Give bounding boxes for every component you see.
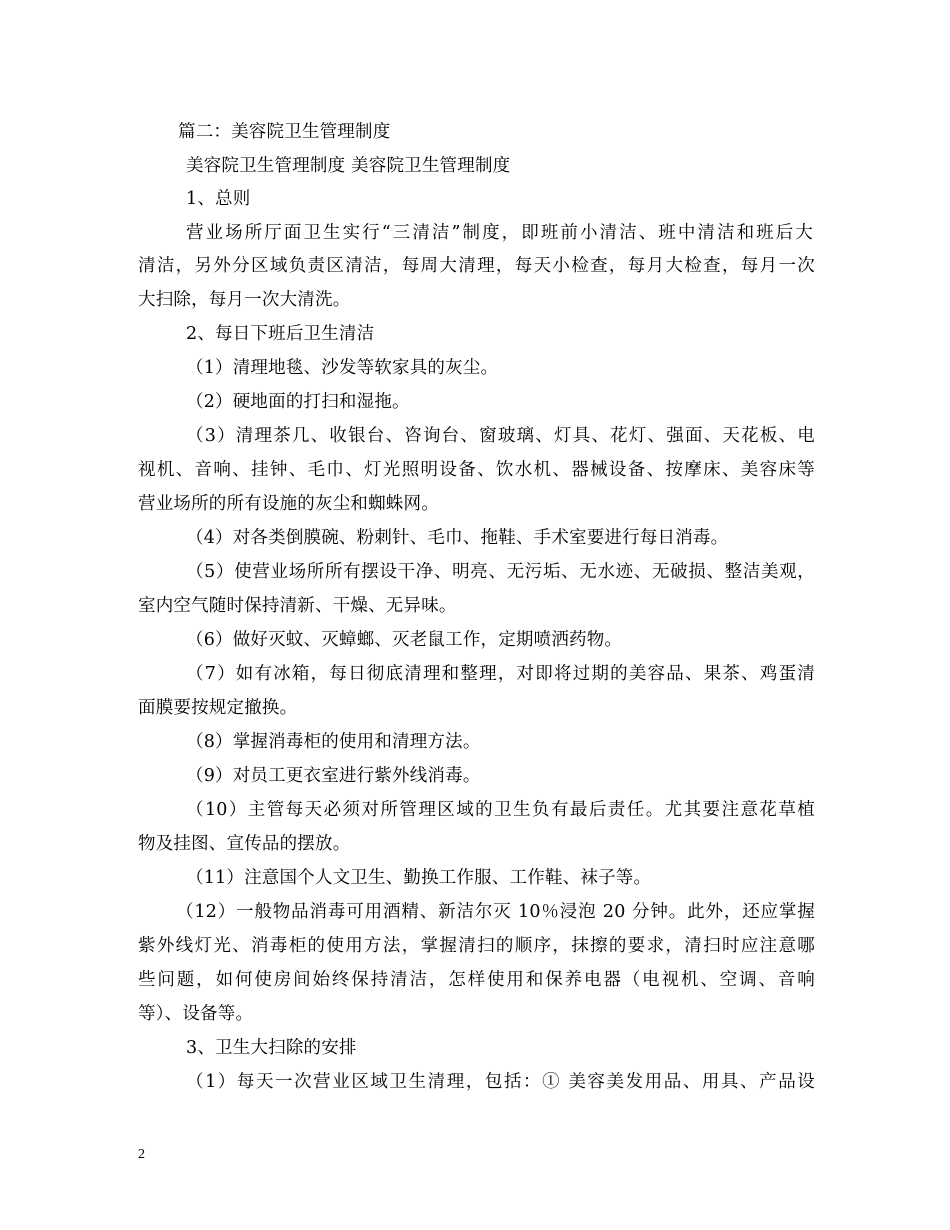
paragraph-line: （5）使营业场所所有摆设干净、明亮、无污垢、无水迹、无破损、整洁美观， <box>186 562 815 582</box>
paragraph-line: （4）对各类倒膜碗、粉刺针、毛巾、拖鞋、手术室要进行每日消毒。 <box>186 528 729 548</box>
paragraph-line: 1、总则 <box>186 189 251 209</box>
paragraph-line: 3、卫生大扫除的安排 <box>186 1038 357 1058</box>
paragraph-line: （1）清理地毯、沙发等软家具的灰尘。 <box>186 358 499 378</box>
paragraph-line: 物及挂图、宣传品的摆放。 <box>138 834 351 854</box>
paragraph-line: 营业场所的所有设施的灰尘和蜘蛛网。 <box>138 494 439 514</box>
paragraph-line: 视机、音响、挂钟、毛巾、灯光照明设备、饮水机、器械设备、按摩床、美容床等 <box>138 460 815 480</box>
paragraph-line: （6）做好灭蚊、灭蟑螂、灭老鼠工作，定期喷洒药物。 <box>186 630 623 650</box>
paragraph-line: （2）硬地面的打扫和湿拖。 <box>186 392 410 412</box>
paragraph-line: 清洁，另外分区域负责区清洁，每周大清理，每天小检查，每月大检查，每月一次 <box>138 256 815 276</box>
paragraph-line: （8）掌握消毒柜的使用和清理方法。 <box>186 732 481 752</box>
paragraph-line: 面膜要按规定撤换。 <box>138 698 298 718</box>
paragraph-line: （10）主管每天必须对所管理区域的卫生负有最后责任。尤其要注意花草植 <box>186 800 815 820</box>
paragraph-line: （1）每天一次营业区域卫生清理，包括：① 美容美发用品、用具、产品设 <box>186 1072 815 1092</box>
section-heading: 篇二：美容院卫生管理制度 <box>178 122 391 142</box>
paragraph-line: （7）如有冰箱，每日彻底清理和整理，对即将过期的美容品、果茶、鸡蛋清 <box>186 664 815 684</box>
paragraph-line: 些问题，如何使房间始终保持清洁，怎样使用和保养电器（电视机、空调、音响 <box>138 970 815 990</box>
paragraph-line: 大扫除，每月一次大清洗。 <box>138 290 351 310</box>
paragraph-line: 营业场所厅面卫生实行“三清洁”制度，即班前小清洁、班中清洁和班后大 <box>186 223 813 243</box>
paragraph-line: 紫外线灯光、消毒柜的使用方法，掌握清扫的顺序，抹擦的要求，清扫时应注意哪 <box>138 936 815 956</box>
paragraph-line: （3）清理茶几、收银台、咨询台、窗玻璃、灯具、花灯、强面、天花板、电 <box>186 426 815 446</box>
paragraph-line: 2、每日下班后卫生清洁 <box>186 324 375 344</box>
paragraph-line: （9）对员工更衣室进行紫外线消毒。 <box>186 766 481 786</box>
paragraph-line: （12）一般物品消毒可用酒精、新洁尔灭 10％浸泡 20 分钟。此外，还应掌握 <box>176 902 815 922</box>
paragraph-line: （11）注意国个人文卫生、勤换工作服、工作鞋、袜子等。 <box>186 868 652 888</box>
document-subheading: 美容院卫生管理制度 美容院卫生管理制度 <box>186 156 511 176</box>
paragraph-line: 室内空气随时保持清新、干燥、无异味。 <box>138 596 457 616</box>
page-number: 2 <box>138 1147 145 1162</box>
paragraph-line: 等）、设备等。 <box>138 1004 254 1024</box>
